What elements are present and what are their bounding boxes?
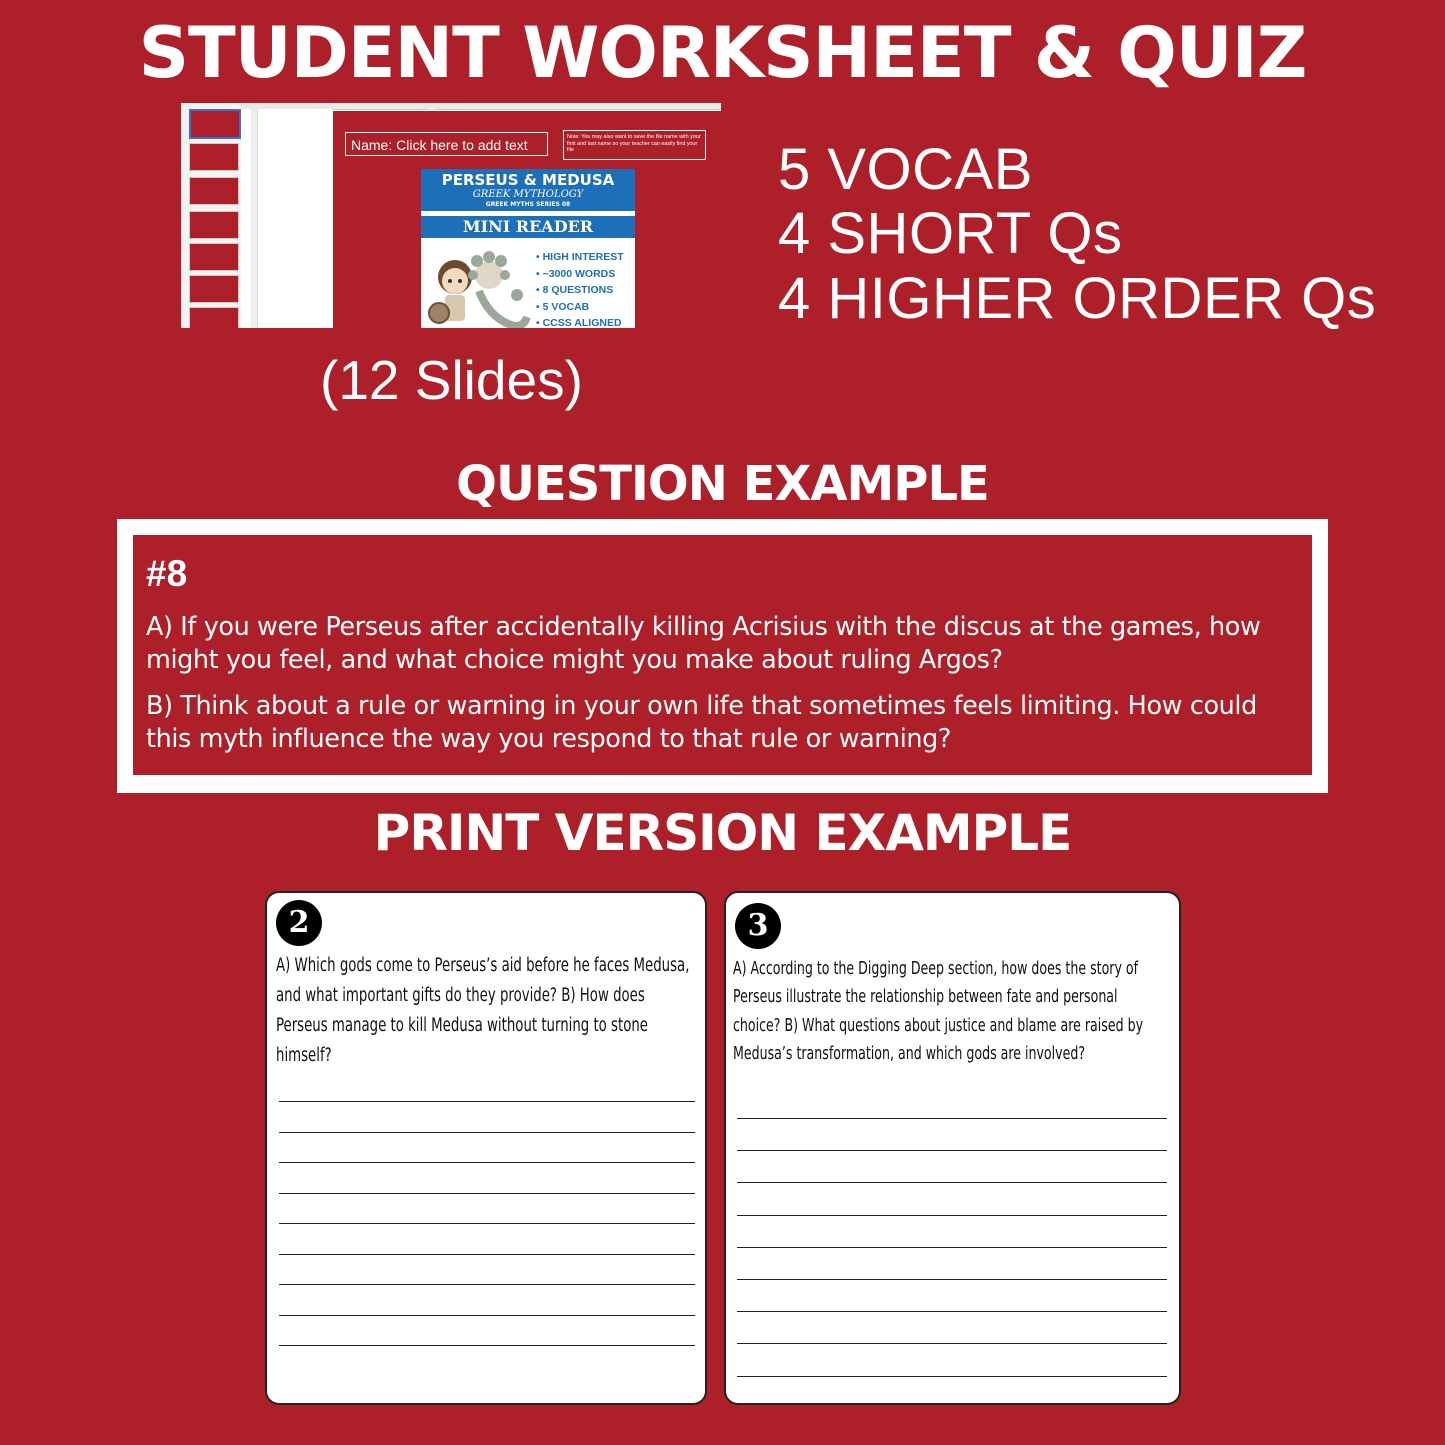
answer-line xyxy=(737,1247,1167,1248)
question-part-b: B) Think about a rule or warning in your own life that sometimes feels limiting. How could this myth influence the way you respond to that rule or warning? xyxy=(146,691,1257,754)
print-question-text: A) According to the Digging Deep section, how does the story of Perseus illustrate the relationship between fate and personal choice? B) What questions about justice and blame are raised by Medusa’s transformation, and which gods are involved? xyxy=(733,959,1144,1064)
answer-line xyxy=(737,1376,1167,1377)
answer-line xyxy=(279,1315,695,1316)
print-question-text: A) Which gods come to Perseus’s aid before he faces Medusa, and what important gifts do they provide? B) How does Perseus manage to kill Medusa without turning to stone himself? xyxy=(276,955,690,1066)
cover-bullet: • ~3000 WORDS xyxy=(536,267,616,280)
question-slide xyxy=(133,535,1312,775)
cover-bullet: • CCSS ALIGNED xyxy=(536,317,622,328)
slide-thumbnail xyxy=(189,177,239,205)
answer-line xyxy=(737,1311,1167,1312)
stat-short-questions: 4 SHORT Qs xyxy=(778,201,1123,266)
answer-line xyxy=(279,1284,695,1285)
note-text-box: Note: You may also want to save the file name with your first and last name so your teacher can easily find your file xyxy=(563,130,706,160)
answer-line xyxy=(279,1223,695,1224)
slide-thumbnail xyxy=(189,307,239,328)
page-title: STUDENT WORKSHEET & QUIZ xyxy=(138,12,1307,94)
stat-higher-order-questions: 4 HIGHER ORDER Qs xyxy=(778,266,1377,331)
answer-line xyxy=(737,1182,1167,1183)
cover-bullet: • HIGH INTEREST xyxy=(536,251,624,263)
cover-bullet: • 8 QUESTIONS xyxy=(536,284,614,296)
answer-line xyxy=(279,1101,695,1102)
slide-thumbnail xyxy=(189,143,239,171)
cover-subtitle: GREEK MYTHOLOGY xyxy=(472,189,584,200)
answer-line xyxy=(279,1162,695,1163)
cover-title: PERSEUS & MEDUSA xyxy=(441,171,615,189)
print-question-card xyxy=(265,891,707,1405)
question-number: #8 xyxy=(146,553,188,594)
slides-count-caption: (12 Slides) xyxy=(320,349,583,411)
name-text-box: Name: Click here to add text xyxy=(345,132,548,156)
answer-line xyxy=(737,1343,1167,1344)
answer-line xyxy=(737,1279,1167,1280)
perseus-medusa-illustration xyxy=(427,247,535,328)
question-example-heading: QUESTION EXAMPLE xyxy=(456,456,989,512)
cover-reader-label: MINI READER xyxy=(421,214,635,240)
slide-thumbnail-rail-overlay xyxy=(181,103,242,328)
question-number-badge: 2 xyxy=(276,900,322,946)
answer-line xyxy=(279,1345,695,1346)
answer-line xyxy=(279,1132,695,1133)
slide-thumbnail xyxy=(189,275,239,303)
slide-thumbnail xyxy=(189,243,239,271)
print-version-heading: PRINT VERSION EXAMPLE xyxy=(373,804,1072,862)
slide-thumbnail xyxy=(189,211,239,239)
slide-thumbnail xyxy=(189,109,241,139)
cover-bullets xyxy=(536,249,624,328)
stat-vocab: 5 VOCAB xyxy=(778,137,1033,202)
question-example-frame xyxy=(117,519,1328,793)
book-cover xyxy=(421,169,635,328)
answer-line xyxy=(279,1193,695,1194)
answer-line xyxy=(737,1150,1167,1151)
answer-line xyxy=(737,1215,1167,1216)
cover-title-band xyxy=(421,169,635,211)
cover-series: GREEK MYTHS SERIES 08 xyxy=(485,201,571,208)
question-part-a: A) If you were Perseus after accidentally killing Acrisius with the discus at the games, how might you feel, and what choice might you make about ruling Argos? xyxy=(146,612,1261,675)
ruler xyxy=(251,109,258,328)
question-number-badge: 3 xyxy=(735,903,781,949)
answer-line xyxy=(279,1254,695,1255)
cover-bullet: • 5 VOCAB xyxy=(536,300,590,313)
print-question-card xyxy=(724,891,1181,1405)
answer-line xyxy=(737,1118,1167,1119)
slides-screenshot xyxy=(181,103,721,328)
